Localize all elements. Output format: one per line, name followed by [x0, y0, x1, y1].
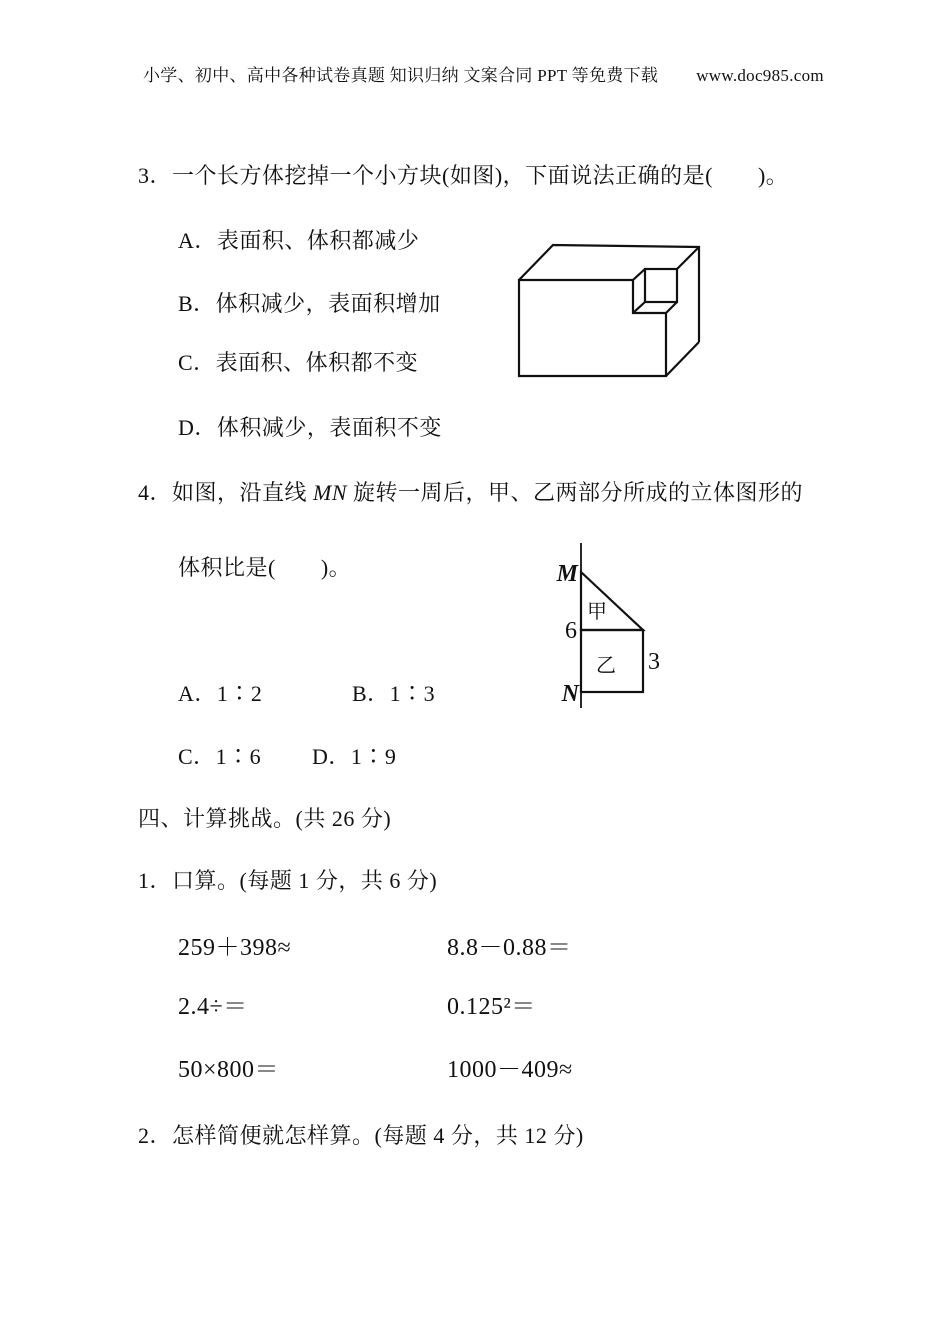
q3-option-d: D．体积减少，表面积不变	[178, 415, 442, 440]
q4-option-d: D．1∶9	[312, 744, 397, 769]
q4-stem-suffix: 旋转一周后，甲、乙两部分所成的立体图形的	[347, 480, 804, 505]
notch-cube-front-face	[645, 269, 677, 302]
q4-stem-prefix: 4．如图，沿直线	[138, 480, 314, 505]
q3-cuboid-figure	[512, 238, 707, 384]
oral-problem-3-1: 50×800＝	[178, 1057, 280, 1083]
oral-problem-1-2: 8.8－0.88＝	[447, 935, 572, 961]
q3-option-c: C．表面积、体积都不变	[178, 350, 419, 375]
q4-stem-line1	[138, 480, 803, 505]
section4-title: 四、计算挑战。(共 26 分)	[138, 806, 392, 831]
oral-problem-3-2: 1000－409≈	[447, 1057, 573, 1083]
q4-rotation-figure	[552, 540, 672, 712]
q4-option-b: B．1∶3	[352, 681, 436, 706]
q4-option-a: A．1∶2	[178, 681, 263, 706]
q3-option-b: B．体积减少，表面积增加	[178, 291, 441, 316]
label-n: N	[561, 681, 579, 707]
q4-axis-name: MN	[313, 480, 348, 505]
q4-stem-line2: 体积比是( )。	[178, 555, 352, 580]
header-text: 小学、初中、高中各种试卷真题 知识归纳 文案合同 PPT 等免费下载	[143, 66, 659, 85]
notch-edge-top-right	[677, 247, 699, 269]
header-url: www.doc985.com	[696, 66, 824, 85]
dim-3: 3	[648, 649, 660, 675]
oral-problem-2-2: 0.125²＝	[447, 994, 536, 1020]
cuboid-top-and-back-edges	[519, 245, 699, 342]
oral-problem-2-1: 2.4÷＝	[178, 994, 248, 1020]
q3-option-a: A．表面积、体积都减少	[178, 228, 420, 253]
notch-edge-bottom-left	[633, 302, 645, 313]
dim-6: 6	[565, 618, 577, 644]
page-header	[143, 66, 824, 86]
label-m: M	[556, 561, 578, 587]
label-yi: 乙	[596, 655, 616, 677]
q3-stem: 3．一个长方体挖掉一个小方块(如图)，下面说法正确的是( )。	[138, 163, 789, 188]
notch-edge-top-left	[633, 269, 645, 280]
notch-edge-bottom-right	[666, 302, 677, 313]
section4-item2: 2．怎样简便就怎样算。(每题 4 分，共 12 分)	[138, 1123, 584, 1148]
label-jia: 甲	[587, 601, 607, 623]
cuboid-bottom-right-edge	[666, 342, 699, 376]
oral-problem-1-1: 259＋398≈	[178, 935, 292, 961]
section4-item1: 1．口算。(每题 1 分，共 6 分)	[138, 868, 438, 893]
q4-option-c: C．1∶6	[178, 744, 262, 769]
